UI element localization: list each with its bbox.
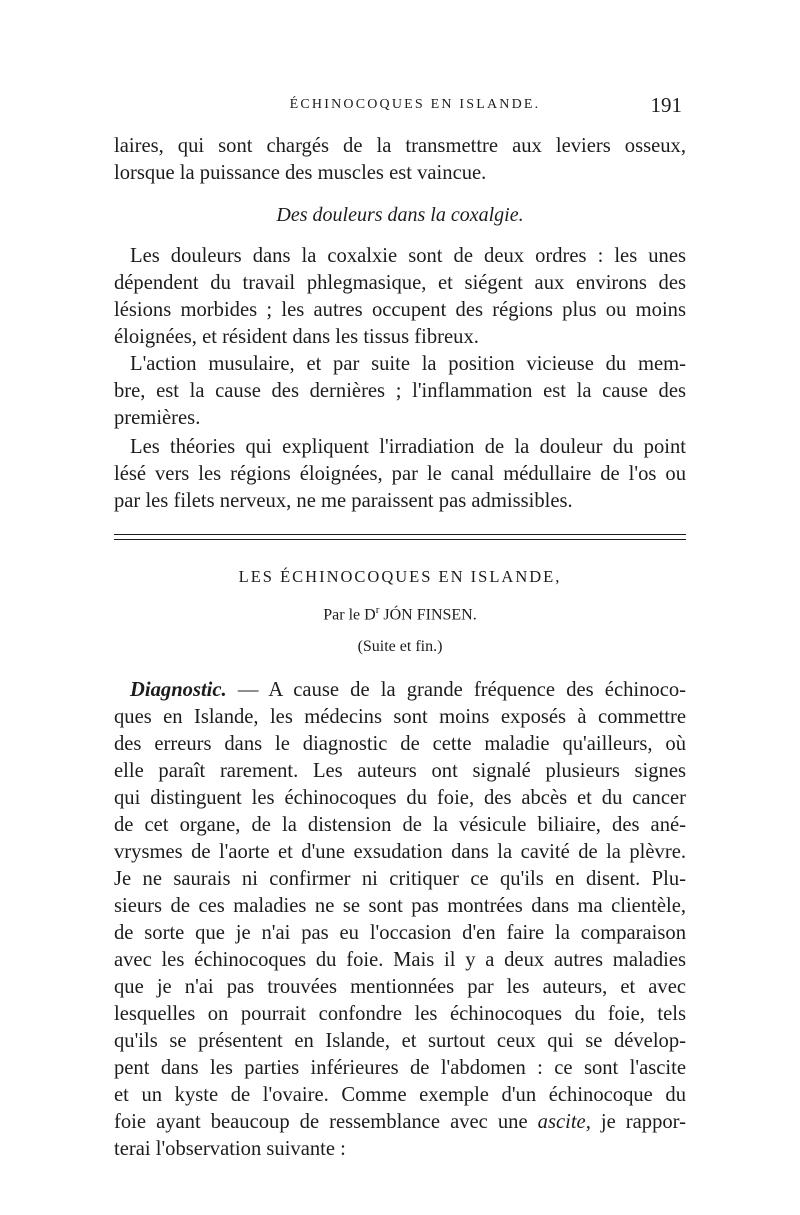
divider-rule (114, 534, 686, 535)
text-line: qui distinguent les échinocoques du foie, des abcès et du cancer (114, 787, 686, 809)
line-segment: foie ayant beaucoup de ressemblance avec une (114, 1111, 538, 1133)
byline-sup: r (375, 604, 380, 616)
section-heading: Des douleurs dans la coxalgie. (276, 204, 524, 226)
running-title: ÉCHINOCOQUES EN ISLANDE. (289, 97, 541, 112)
text-line: lésé vers les régions éloignées, par le canal médullaire de l'os ou (114, 463, 686, 485)
running-head (114, 93, 686, 121)
author-name: JÓN FINSEN. (383, 606, 477, 624)
text-line: éloignées, et résident dans les tissus fibreux. (114, 326, 479, 348)
divider-rule (114, 539, 686, 540)
lead-line-text: — A cause de la grande fréquence des échinoco- (226, 679, 686, 701)
text-line (114, 1109, 686, 1136)
text-line: premières. (114, 407, 201, 429)
text-line: que je n'ai pas trouvées mentionnées par les auteurs, et avec (114, 976, 686, 998)
byline-prefix: Par le D (323, 606, 376, 624)
lead-term: Diagnostic. (130, 679, 227, 701)
text-line: lorsque la puissance des muscles est vaincue. (114, 162, 487, 184)
text-line: sieurs de ces maladies ne se sont pas montrées dans ma clientèle, (114, 895, 686, 917)
text-line: par les filets nerveux, ne me paraissent pas admissibles. (114, 490, 573, 512)
text-line: de sorte que je n'ai pas eu l'occasion d'en faire la comparaison (114, 922, 686, 944)
text-line: laires, qui sont chargés de la transmettre aux leviers osseux, (114, 135, 686, 157)
article-title: LES ÉCHINOCOQUES EN ISLANDE, (238, 567, 562, 586)
italic-term: ascite, (537, 1111, 591, 1133)
book-page (114, 0, 686, 1215)
text-line: elle paraît rarement. Les auteurs ont signalé plusieurs signes (114, 760, 686, 782)
text-line: lésions morbides ; les autres occupent des régions plus ou moins (114, 299, 686, 321)
text-line: de cet organe, de la distension de la vésicule biliaire, des ané- (114, 814, 686, 836)
continuation-note: (Suite et fin.) (357, 638, 443, 655)
text-line: L'action musulaire, et par suite la position vicieuse du mem- (130, 353, 686, 375)
byline (114, 604, 686, 624)
text-line: bre, est la cause des dernières ; l'inflammation est la cause des (114, 380, 686, 402)
text-line: terai l'observation suivante : (114, 1138, 346, 1160)
text-line: Les théories qui expliquent l'irradiation de la douleur du point (130, 436, 686, 458)
line-segment: je rappor- (590, 1111, 686, 1133)
text-line: et un kyste de l'ovaire. Comme exemple d'un échinocoque du (114, 1084, 686, 1106)
text-line: avec les échinocoques du foie. Mais il y a deux autres maladies (114, 949, 686, 971)
page-number: 191 (650, 93, 682, 117)
text-line: lesquelles on pourrait confondre les échinocoques du foie, tels (114, 1003, 686, 1025)
text-line: qu'ils se présentent en Islande, et surtout ceux qui se dévelop- (114, 1030, 686, 1052)
text-line: Je ne saurais ni confirmer ni critiquer ce qu'ils en disent. Plu- (114, 868, 686, 890)
text-line: ques en Islande, les médecins sont moins exposés à commettre (114, 706, 686, 728)
text-line: des erreurs dans le diagnostic de cette maladie qu'ailleurs, où (114, 733, 686, 755)
text-line: vrysmes de l'aorte et d'une exsudation dans la cavité de la plèvre. (114, 841, 686, 863)
text-line: pent dans les parties inférieures de l'abdomen : ce sont l'ascite (114, 1057, 686, 1079)
text-line: dépendent du travail phlegmasique, et siégent aux environs des (114, 272, 686, 294)
text-line: Les douleurs dans la coxalxie sont de deux ordres : les unes (130, 245, 686, 267)
text-line (114, 677, 686, 704)
